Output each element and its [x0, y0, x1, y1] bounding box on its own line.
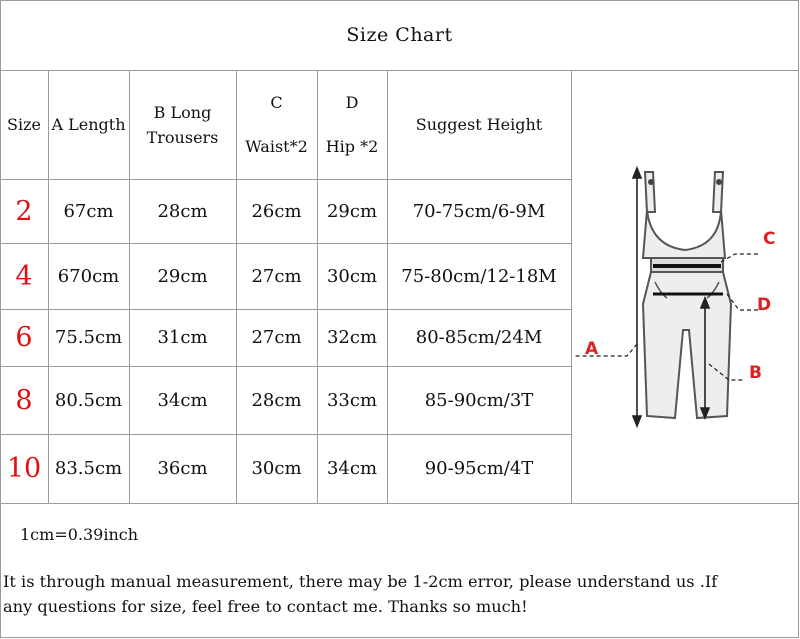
row-suggest-height: 70-75cm/6-9M	[412, 200, 546, 222]
row-c-waist: 28cm	[251, 389, 302, 411]
row-d-hip: 29cm	[326, 200, 378, 222]
row-suggest-height: 90-95cm/4T	[424, 458, 534, 479]
row-suggest-height: 85-90cm/3T	[424, 389, 534, 411]
row-size: 8	[15, 384, 33, 416]
row-size: 4	[15, 260, 33, 292]
disclaimer-line-1: It is through manual measurement, there may be 1-2cm error, please understand us .If	[3, 572, 718, 591]
strap-button-icon	[648, 179, 654, 185]
row-d-hip: 32cm	[326, 327, 378, 348]
diagram-label-a: A	[585, 339, 599, 359]
header-c-line2: Waist*2	[245, 137, 308, 157]
row-a-length: 83.5cm	[54, 458, 123, 479]
header-size: Size	[7, 115, 41, 134]
diagram-label-b: B	[749, 363, 762, 383]
row-c-waist: 26cm	[251, 200, 302, 222]
header-b-line1: B Long	[153, 102, 212, 122]
row-c-waist: 27cm	[251, 327, 302, 348]
header-d-line2: Hip *2	[325, 137, 379, 157]
row-b-trousers: 36cm	[157, 458, 208, 479]
row-c-waist: 27cm	[251, 265, 302, 287]
row-suggest-height: 80-85cm/24M	[415, 327, 543, 348]
header-b-line2: Trousers	[146, 127, 219, 147]
row-size: 2	[15, 195, 33, 227]
row-a-length: 67cm	[63, 200, 114, 222]
row-b-trousers: 29cm	[157, 265, 208, 287]
grid-line	[0, 637, 799, 638]
row-suggest-height: 75-80cm/12-18M	[401, 265, 557, 287]
overalls-measurement-diagram	[571, 154, 799, 444]
row-d-hip: 34cm	[326, 458, 378, 479]
row-size: 10	[6, 453, 42, 484]
header-b-long-trousers	[129, 70, 236, 179]
row-a-length: 670cm	[57, 265, 120, 287]
row-d-hip: 30cm	[326, 265, 378, 287]
header-a-length: A Length	[51, 115, 126, 134]
header-d-hip	[317, 70, 387, 179]
row-d-hip: 33cm	[326, 389, 378, 411]
length-a-arrow	[633, 168, 641, 426]
row-a-length: 75.5cm	[54, 327, 123, 348]
row-size: 6	[15, 322, 33, 353]
row-c-waist: 30cm	[251, 458, 302, 479]
row-a-length: 80.5cm	[54, 389, 123, 411]
row-b-trousers: 31cm	[157, 327, 208, 348]
header-suggest-height: Suggest Height	[415, 115, 543, 134]
diagram-label-d: D	[757, 295, 772, 315]
grid-line	[0, 503, 799, 504]
disclaimer-line-2: any questions for size, feel free to contact me. Thanks so much!	[3, 597, 528, 616]
conversion-note: 1cm=0.39inch	[20, 525, 139, 544]
header-c-waist	[236, 70, 317, 179]
strap-button-icon	[716, 179, 722, 185]
diagram-label-c: C	[763, 229, 776, 249]
header-c-line1: C	[270, 92, 283, 112]
row-b-trousers: 28cm	[157, 200, 208, 222]
header-d-line1: D	[345, 92, 359, 112]
chart-title: Size Chart	[346, 23, 453, 46]
row-b-trousers: 34cm	[157, 389, 208, 411]
